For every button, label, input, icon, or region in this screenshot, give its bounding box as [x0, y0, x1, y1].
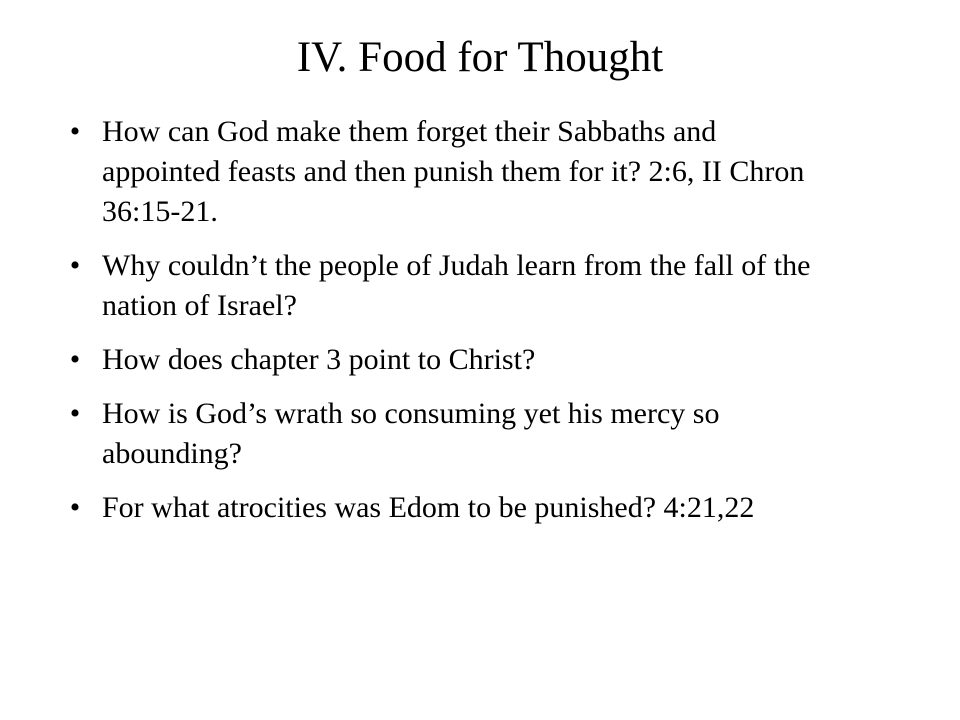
bullet-list [60, 112, 840, 542]
bullet-icon: • [69, 115, 81, 148]
bullet-item [60, 246, 840, 326]
bullet-text: How can God make them forget their Sabbaths and appointed feasts and then punish them for it? 2:6, II Chron 36:15-21. [102, 115, 805, 228]
bullet-text: How does chapter 3 point to Christ? [102, 343, 536, 376]
bullet-text: How is God’s wrath so consuming yet his mercy so abounding? [102, 397, 720, 470]
bullet-text: For what atrocities was Edom to be punished? 4:21,22 [102, 491, 755, 524]
bullet-item [60, 340, 840, 380]
bullet-icon: • [69, 491, 81, 524]
bullet-item [60, 488, 840, 528]
bullet-icon: • [69, 397, 81, 430]
bullet-item [60, 394, 840, 474]
bullet-text: Why couldn’t the people of Judah learn from the fall of the nation of Israel? [102, 249, 811, 322]
bullet-icon: • [69, 249, 81, 282]
bullet-icon: • [69, 343, 81, 376]
slide-title: IV. Food for Thought [296, 34, 664, 81]
bullet-item [60, 112, 840, 232]
